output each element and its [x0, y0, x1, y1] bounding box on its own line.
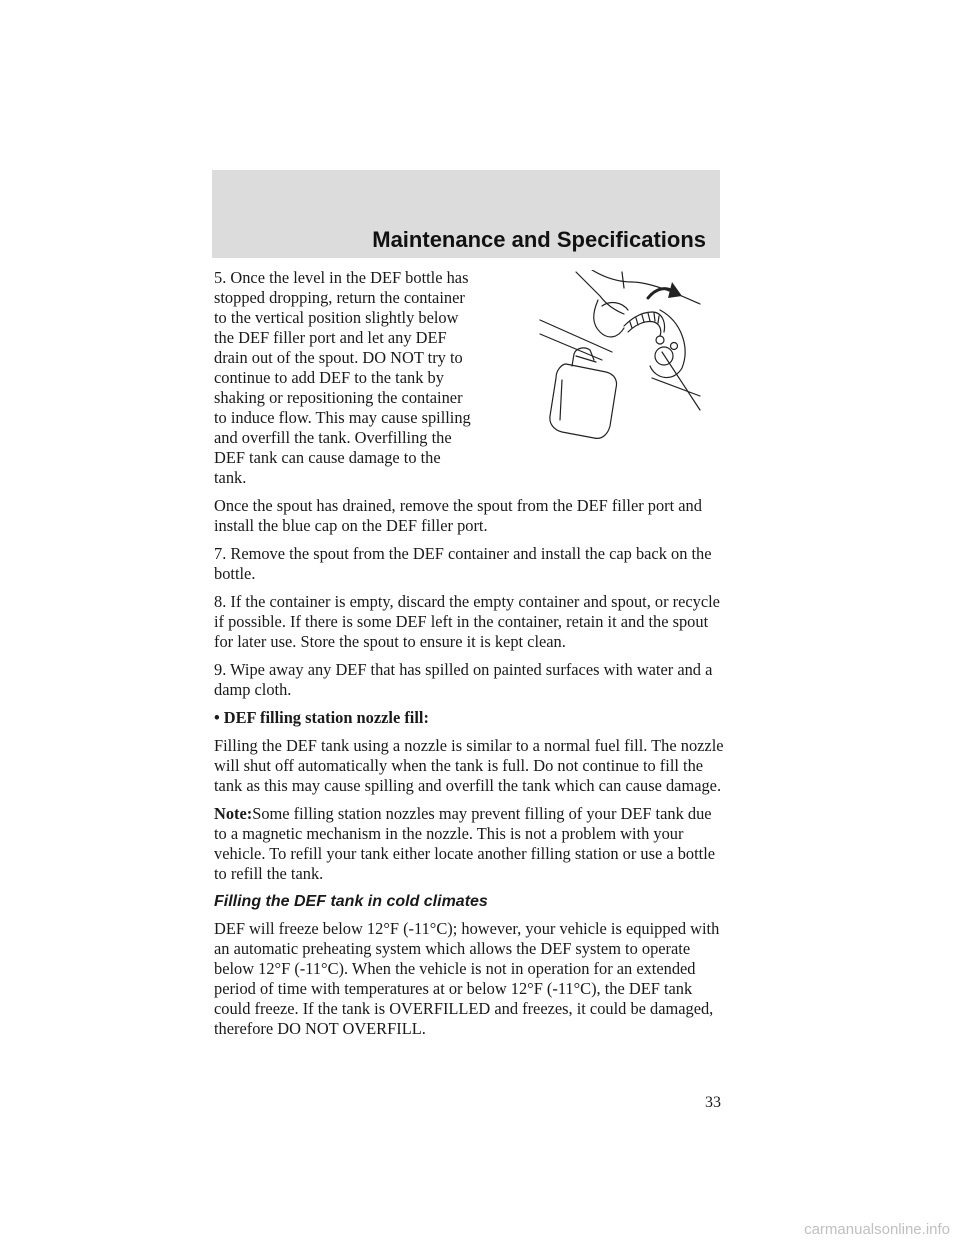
- cold-climate-heading: Filling the DEF tank in cold climates: [214, 893, 488, 910]
- nozzle-fill-bullet-text: DEF filling station nozzle fill:: [223, 708, 429, 727]
- section-header-band: [212, 170, 720, 258]
- note-text: Some filling station nozzles may prevent filling of your DEF tank due to a magnetic mechanism in the nozzle. This is not a problem with your vehicle. To refill your tank either locate another filling station or use a bottle to refill the tank.: [214, 804, 716, 883]
- page-number: 33: [705, 1094, 721, 1111]
- step-8-paragraph: 8. If the container is empty, discard the empty container and spout, or recycle if possible. If there is some DEF left in the container, retain it and the spout for later use. Store the spout to ensure it is kept clean.: [214, 592, 720, 651]
- step-7-paragraph: 7. Remove the spout from the DEF container and install the cap back on the bottle.: [214, 544, 712, 583]
- note-label: Note:: [214, 804, 253, 823]
- watermark: carmanualsonline.info: [804, 1221, 950, 1238]
- bullet-dot: •: [214, 708, 220, 727]
- page-content: [214, 268, 724, 1047]
- step-5-paragraph: 5. Once the level in the DEF bottle has stopped dropping, return the container to the vertical position slightly below the DEF filler port and let any DEF drain out of the spout. DO NOT try to continue to add DEF to the tank by shaking or repositioning the container to induce flow. This may cause spilling and overfill the tank. Overfilling the DEF tank can cause damage to the tank.: [214, 268, 471, 487]
- cold-climate-paragraph: DEF will freeze below 12°F (-11°C); however, your vehicle is equipped with an automatic preheating system which allows the DEF system to operate below 12°F (-11°C). When the vehicle is not in operation for an extended period of time with temperatures at or below 12°F (-11°C), the DEF tank could freeze. If the tank is OVERFILLED and freezes, it could be damaged, therefore DO NOT OVERFILL.: [214, 919, 720, 1038]
- section-title: Maintenance and Specifications: [372, 227, 706, 252]
- step-9-paragraph: 9. Wipe away any DEF that has spilled on painted surfaces with water and a damp cloth.: [214, 660, 713, 699]
- nozzle-fill-paragraph: Filling the DEF tank using a nozzle is similar to a normal fuel fill. The nozzle will shut off automatically when the tank is full. Do not continue to fill the tank as this may cause spilling and overfill the tank which can cause damage.: [214, 736, 724, 795]
- nozzle-fill-bullet: [214, 708, 724, 728]
- nozzle-note-paragraph: [214, 804, 724, 884]
- step-6-paragraph: Once the spout has drained, remove the spout from the DEF filler port and install the blue cap on the DEF filler port.: [214, 496, 702, 535]
